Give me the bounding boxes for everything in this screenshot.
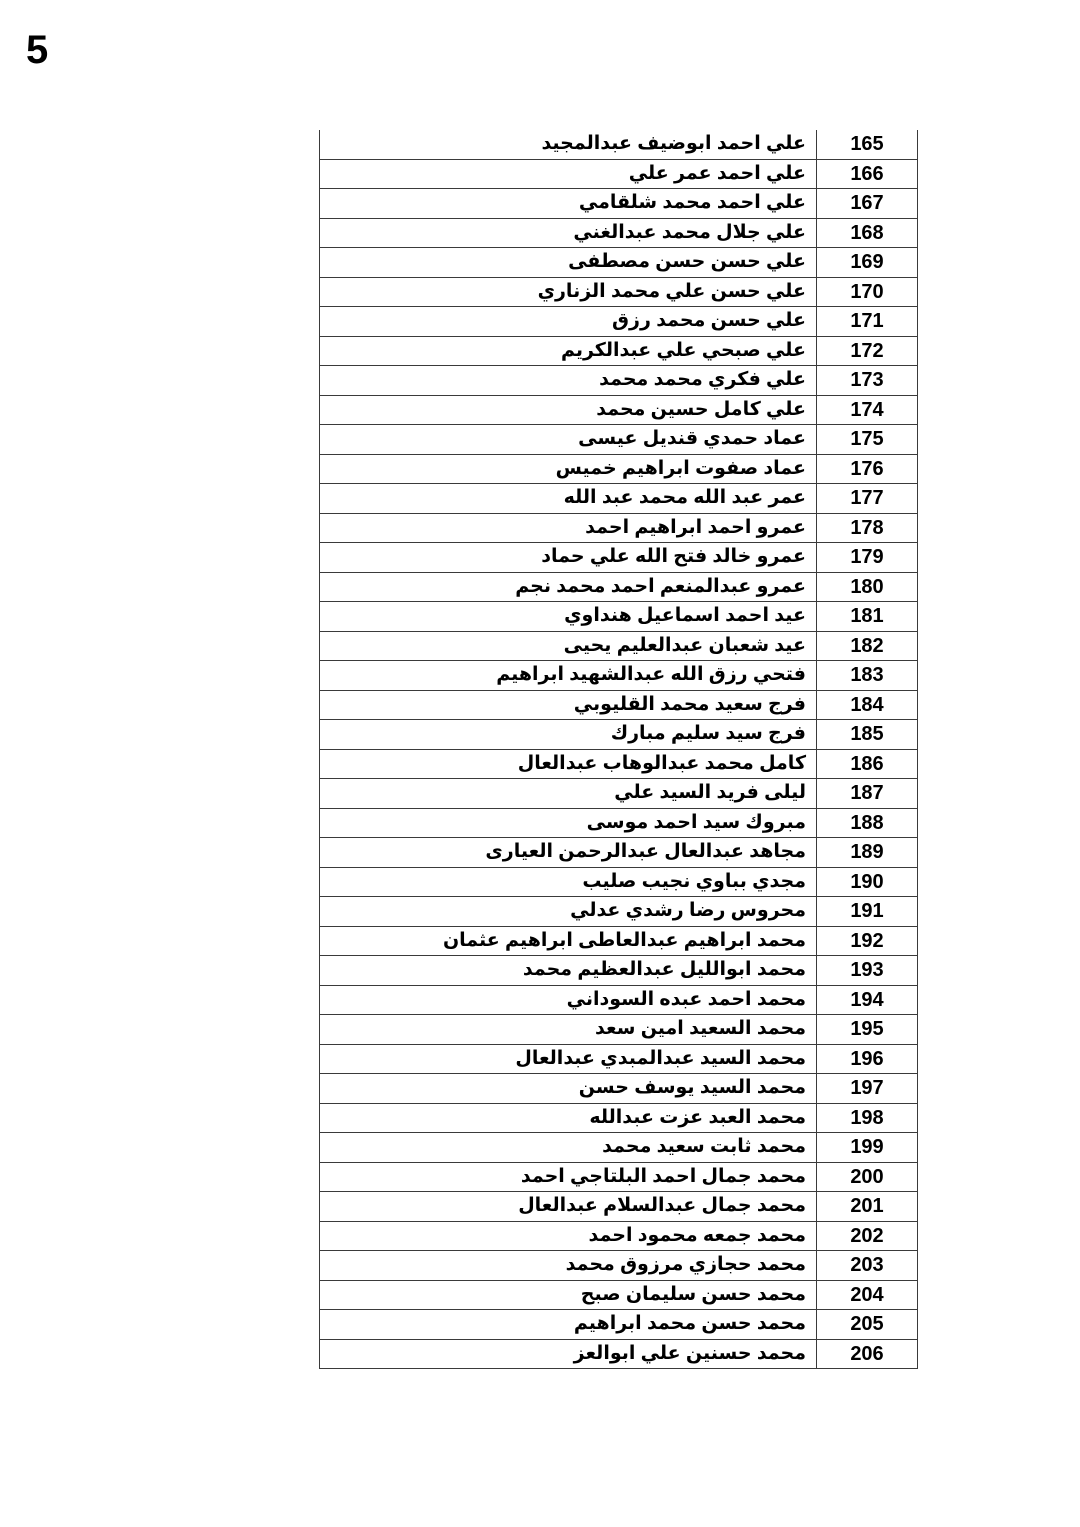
person-name-cell: محمد ابراهيم عبدالعاطى ابراهيم عثمان [320, 926, 817, 956]
names-table [319, 130, 918, 1369]
serial-number-cell: 198 [817, 1103, 918, 1133]
serial-number-cell: 186 [817, 749, 918, 779]
table-row [320, 897, 918, 927]
serial-number-cell: 168 [817, 218, 918, 248]
table-row [320, 838, 918, 868]
table-row [320, 661, 918, 691]
person-name-cell: عمرو احمد ابراهيم احمد [320, 513, 817, 543]
serial-number-cell: 196 [817, 1044, 918, 1074]
person-name-cell: عمرو خالد فتح الله علي حماد [320, 543, 817, 573]
person-name-cell: مجدي بباوي نجيب صليب [320, 867, 817, 897]
table-row [320, 218, 918, 248]
serial-number-cell: 194 [817, 985, 918, 1015]
serial-number-cell: 190 [817, 867, 918, 897]
table-row [320, 159, 918, 189]
table-row [320, 720, 918, 750]
person-name-cell: فرج سعيد محمد القليوبي [320, 690, 817, 720]
table-row [320, 277, 918, 307]
serial-number-cell: 188 [817, 808, 918, 838]
serial-number-cell: 200 [817, 1162, 918, 1192]
table-row [320, 543, 918, 573]
serial-number-cell: 201 [817, 1192, 918, 1222]
serial-number-cell: 191 [817, 897, 918, 927]
table-row [320, 454, 918, 484]
person-name-cell: محمد ابوالليل عبدالعظيم محمد [320, 956, 817, 986]
table-row [320, 1133, 918, 1163]
serial-number-cell: 172 [817, 336, 918, 366]
table-row [320, 1044, 918, 1074]
table-row [320, 513, 918, 543]
serial-number-cell: 165 [817, 130, 918, 159]
serial-number-cell: 180 [817, 572, 918, 602]
person-name-cell: علي احمد ابوضيف عبدالمجيد [320, 130, 817, 159]
table-row [320, 1103, 918, 1133]
person-name-cell: محمد حسن سليمان صبح [320, 1280, 817, 1310]
person-name-cell: علي كامل حسين محمد [320, 395, 817, 425]
table-row [320, 749, 918, 779]
serial-number-cell: 178 [817, 513, 918, 543]
table-row [320, 690, 918, 720]
person-name-cell: محمد جمال احمد البلتاجي احمد [320, 1162, 817, 1192]
table-row [320, 926, 918, 956]
serial-number-cell: 177 [817, 484, 918, 514]
table-row [320, 248, 918, 278]
person-name-cell: محمد جمعه محمود احمد [320, 1221, 817, 1251]
serial-number-cell: 183 [817, 661, 918, 691]
table-row [320, 1310, 918, 1340]
serial-number-cell: 181 [817, 602, 918, 632]
serial-number-cell: 189 [817, 838, 918, 868]
serial-number-cell: 179 [817, 543, 918, 573]
person-name-cell: محمد حجازي مرزوق محمد [320, 1251, 817, 1281]
table-row [320, 395, 918, 425]
serial-number-cell: 166 [817, 159, 918, 189]
serial-number-cell: 175 [817, 425, 918, 455]
person-name-cell: محمد السيد يوسف حسن [320, 1074, 817, 1104]
table-row [320, 307, 918, 337]
table-row [320, 808, 918, 838]
person-name-cell: محمد احمد عبده السوداني [320, 985, 817, 1015]
person-name-cell: عمرو عبدالمنعم احمد محمد نجم [320, 572, 817, 602]
person-name-cell: عماد صفوت ابراهيم خميس [320, 454, 817, 484]
person-name-cell: عيد احمد اسماعيل هنداوي [320, 602, 817, 632]
person-name-cell: علي صبحي علي عبدالكريم [320, 336, 817, 366]
serial-number-cell: 202 [817, 1221, 918, 1251]
person-name-cell: علي احمد عمر علي [320, 159, 817, 189]
person-name-cell: علي حسن علي محمد الزناري [320, 277, 817, 307]
table-row [320, 366, 918, 396]
table-row [320, 1221, 918, 1251]
serial-number-cell: 195 [817, 1015, 918, 1045]
person-name-cell: علي فكري محمد محمد [320, 366, 817, 396]
table-row [320, 336, 918, 366]
names-table-body [320, 130, 918, 1369]
serial-number-cell: 205 [817, 1310, 918, 1340]
table-row [320, 189, 918, 219]
person-name-cell: علي حسن حسن مصطفى [320, 248, 817, 278]
person-name-cell: فرج سيد سليم مبارك [320, 720, 817, 750]
serial-number-cell: 193 [817, 956, 918, 986]
person-name-cell: محمد السيد عبدالمبدي عبدالعال [320, 1044, 817, 1074]
person-name-cell: علي جلال محمد عبدالغني [320, 218, 817, 248]
person-name-cell: علي حسن محمد رزق [320, 307, 817, 337]
table-row [320, 1251, 918, 1281]
table-row [320, 956, 918, 986]
table-row [320, 484, 918, 514]
serial-number-cell: 187 [817, 779, 918, 809]
table-row [320, 985, 918, 1015]
table-row [320, 130, 918, 159]
page-number: 5 [26, 28, 49, 72]
person-name-cell: مبروك سيد احمد موسى [320, 808, 817, 838]
serial-number-cell: 203 [817, 1251, 918, 1281]
person-name-cell: محروس رضا رشدي عدلي [320, 897, 817, 927]
person-name-cell: محمد العبد عزت عبدالله [320, 1103, 817, 1133]
person-name-cell: عمر عبد الله محمد عبد الله [320, 484, 817, 514]
table-row [320, 572, 918, 602]
serial-number-cell: 173 [817, 366, 918, 396]
serial-number-cell: 170 [817, 277, 918, 307]
table-row [320, 1280, 918, 1310]
serial-number-cell: 206 [817, 1339, 918, 1369]
serial-number-cell: 192 [817, 926, 918, 956]
table-row [320, 1339, 918, 1369]
table-row [320, 1015, 918, 1045]
table-row [320, 779, 918, 809]
table-row [320, 1162, 918, 1192]
table-row [320, 1074, 918, 1104]
person-name-cell: مجاهد عبدالعال عبدالرحمن العيارى [320, 838, 817, 868]
serial-number-cell: 174 [817, 395, 918, 425]
serial-number-cell: 169 [817, 248, 918, 278]
person-name-cell: علي احمد محمد شلقامي [320, 189, 817, 219]
person-name-cell: محمد ثابت سعيد محمد [320, 1133, 817, 1163]
serial-number-cell: 199 [817, 1133, 918, 1163]
serial-number-cell: 176 [817, 454, 918, 484]
person-name-cell: فتحي رزق الله عبدالشهيد ابراهيم [320, 661, 817, 691]
table-row [320, 602, 918, 632]
serial-number-cell: 197 [817, 1074, 918, 1104]
person-name-cell: محمد السعيد امين سعد [320, 1015, 817, 1045]
table-row [320, 631, 918, 661]
person-name-cell: محمد حسن محمد ابراهيم [320, 1310, 817, 1340]
serial-number-cell: 171 [817, 307, 918, 337]
serial-number-cell: 167 [817, 189, 918, 219]
person-name-cell: عيد شعبان عبدالعليم يحيى [320, 631, 817, 661]
serial-number-cell: 184 [817, 690, 918, 720]
table-row [320, 425, 918, 455]
serial-number-cell: 185 [817, 720, 918, 750]
person-name-cell: محمد جمال عبدالسلام عبدالعال [320, 1192, 817, 1222]
person-name-cell: عماد حمدي قنديل عيسى [320, 425, 817, 455]
person-name-cell: ليلى فريد السيد علي [320, 779, 817, 809]
serial-number-cell: 182 [817, 631, 918, 661]
person-name-cell: كامل محمد عبدالوهاب عبدالعال [320, 749, 817, 779]
table-row [320, 867, 918, 897]
person-name-cell: محمد حسنين علي ابوالعز [320, 1339, 817, 1369]
table-row [320, 1192, 918, 1222]
serial-number-cell: 204 [817, 1280, 918, 1310]
